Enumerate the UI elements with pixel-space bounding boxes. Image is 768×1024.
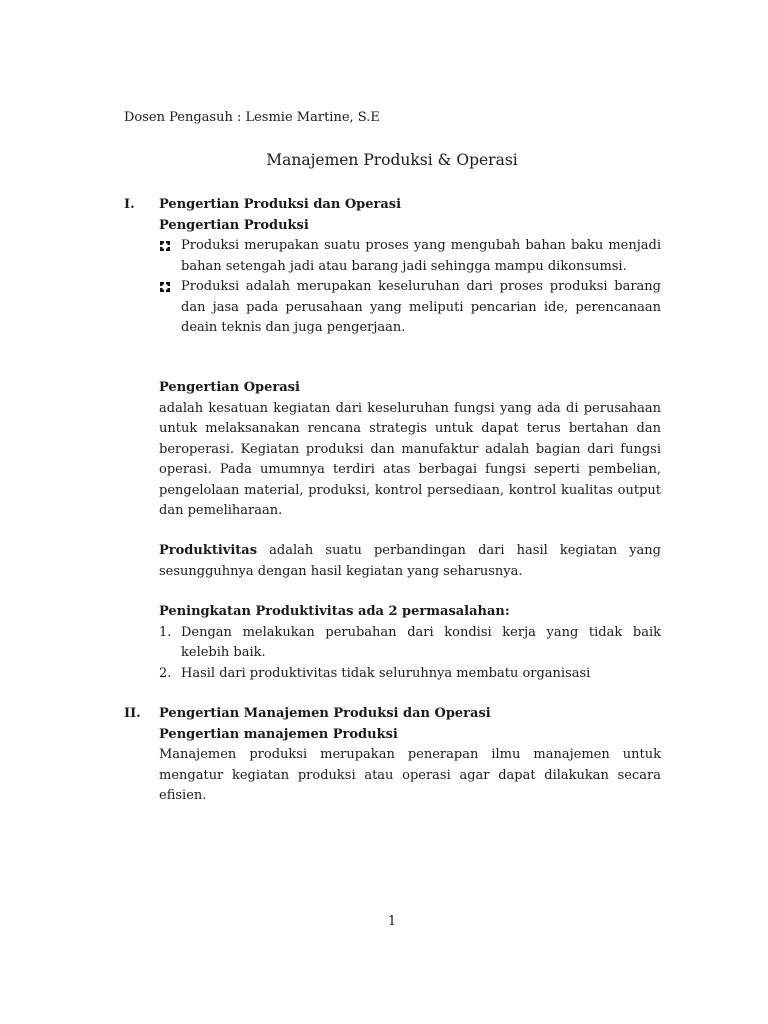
produksi-bullet-1 <box>159 236 661 277</box>
produksi-bullet-1-text: Produksi merupakan suatu proses yang mengubah bahan baku menjadi bahan setengah jadi atau barang jadi sehingga mampu dikonsumsi. <box>181 238 661 274</box>
operasi-heading: Pengertian Operasi <box>159 380 300 395</box>
section-2-heading: Pengertian Manajemen Produksi dan Operasi <box>159 706 491 721</box>
produksi-bullet-2-text: Produksi adalah merupakan keseluruhan dari proses produksi barang dan jasa pada perusahaan yang meliputi pencarian ide, perencanaan deain teknis dan juga pengerjaan. <box>181 279 661 335</box>
peningkatan-item-text: Hasil dari produktivitas tidak seluruhnya membatu organisasi <box>181 665 591 681</box>
section-1-numeral: I. <box>124 197 135 212</box>
produksi-bullet-2 <box>159 277 661 339</box>
manajemen-produksi-text: Manajemen produksi merupakan penerapan ilmu manajemen untuk mengatur kegiatan produksi atau operasi agar dapat dilakukan secara efisien. <box>159 747 661 803</box>
page-number: 1 <box>387 914 397 929</box>
peningkatan-item-number: 1. <box>159 624 172 640</box>
produktivitas-text: adalah suatu perbandingan dari hasil kegiatan yang sesungguhnya dengan hasil kegiatan yang seharusnya. <box>159 543 661 579</box>
produktivitas-term: Produktivitas <box>159 543 258 558</box>
peningkatan-item-number: 2. <box>159 665 172 681</box>
section-2 <box>159 704 661 807</box>
manajemen-produksi-heading: Pengertian manajemen Produksi <box>159 726 398 742</box>
document-title: Manajemen Produksi & Operasi <box>266 151 518 169</box>
peningkatan-item-text: Dengan melakukan perubahan dari kondisi kerja yang tidak baik kelebih baik. <box>181 624 661 660</box>
operasi-text: adalah kesatuan kegiatan dari keseluruhan fungsi yang ada di perusahaan untuk melaksanakan rencana strategis untuk dapat terus bertahan dan beroperasi. Kegiatan produksi dan manufaktur adalah bagian dari fungsi operasi. Pada umumnya terdiri atas berbagai fungsi seperti pembelian, pengelolaan material, produksi, kontrol persediaan, kontrol kualitas output dan pemeliharaan. <box>159 400 661 518</box>
lecturer-line: Dosen Pengasuh : Lesmie Martine, S.E <box>124 110 380 125</box>
bullet-icon <box>159 281 171 293</box>
produksi-heading: Pengertian Produksi <box>159 217 309 233</box>
peningkatan-item <box>159 664 661 685</box>
produktivitas-paragraph <box>159 541 661 582</box>
peningkatan-heading: Peningkatan Produktivitas ada 2 permasalahan: <box>159 604 510 619</box>
peningkatan-item <box>159 623 661 664</box>
operasi-section <box>159 378 661 522</box>
section-1 <box>159 195 661 339</box>
peningkatan-section <box>159 602 661 684</box>
section-1-heading: Pengertian Produksi dan Operasi <box>159 197 402 212</box>
section-2-numeral: II. <box>124 706 141 721</box>
bullet-icon <box>159 240 171 252</box>
